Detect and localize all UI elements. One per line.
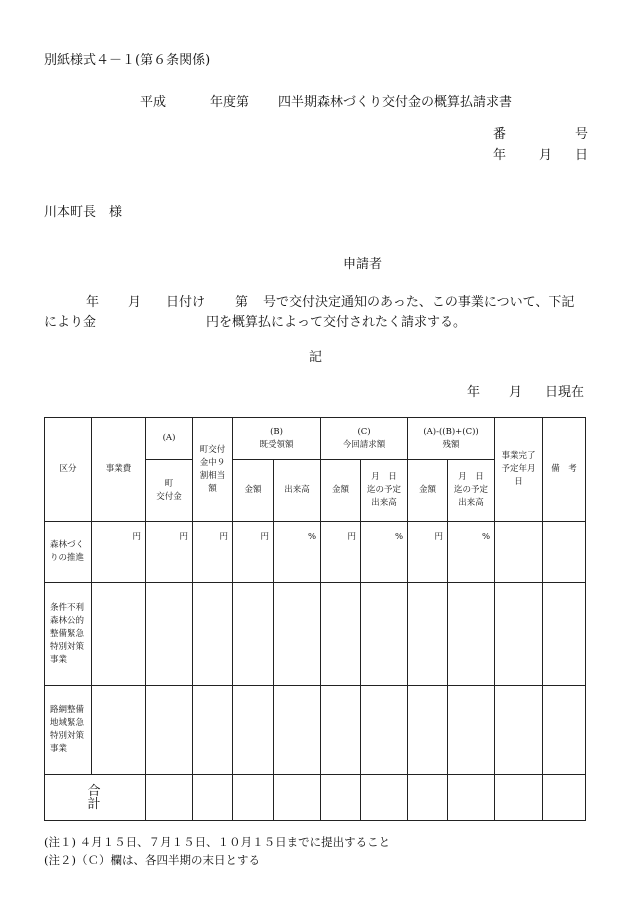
- header-kubun: 区分: [45, 418, 92, 522]
- ki-heading: 記: [309, 350, 323, 365]
- row-label: [45, 583, 92, 686]
- header-b-dekidaka: 出来高: [274, 460, 321, 522]
- doc-date-day: 日: [575, 148, 589, 163]
- as-of-month: 月: [509, 385, 523, 400]
- table-cell: [361, 583, 408, 686]
- table-cell: [543, 686, 586, 775]
- header-b: [233, 418, 321, 460]
- table-cell: [543, 583, 586, 686]
- body-line2-prefix: により金: [44, 315, 97, 330]
- header-remaining-mark: (A)-((B)+(C)): [423, 426, 479, 437]
- header-a-mark: (A): [146, 418, 193, 460]
- table-cell: [408, 686, 448, 775]
- row-label: [45, 522, 92, 583]
- header-rem-monthday: 月 日: [458, 472, 484, 482]
- table-cell: [408, 775, 448, 821]
- header-rem-dekidaka: 出来高: [458, 498, 484, 508]
- doc-number-ban: 番: [493, 127, 507, 142]
- header-town-share: [193, 418, 233, 522]
- unit-percent: %: [361, 522, 408, 583]
- header-c-monthday: 月 日: [371, 472, 397, 482]
- unit-percent: %: [274, 522, 321, 583]
- unit-yen: 円: [193, 522, 233, 583]
- title-era: 平成: [140, 95, 167, 110]
- request-table: [44, 417, 586, 821]
- header-remaining-label: 残額: [442, 439, 460, 450]
- header-c: [321, 418, 408, 460]
- table-cell: [274, 686, 321, 775]
- addressee: 川本町長 様: [44, 205, 123, 220]
- body-day-dated: 日付け: [166, 295, 206, 310]
- header-a-sub-line: 交付金: [156, 491, 182, 502]
- applicant-label: 申請者: [343, 257, 383, 272]
- body-year: 年: [86, 295, 100, 310]
- header-c-dekidaka: 出来高: [371, 498, 397, 508]
- header-completion-line: 日: [514, 477, 523, 487]
- doc-number-go: 号: [575, 127, 589, 142]
- unit-yen: 円: [146, 522, 193, 583]
- header-c-mark: (C): [357, 426, 371, 437]
- table-cell: [146, 686, 193, 775]
- doc-date-year: 年: [493, 148, 507, 163]
- table-cell: [495, 775, 543, 821]
- table-cell: [321, 775, 361, 821]
- title-year-of: 年度第: [210, 95, 250, 110]
- header-c-label: 今回請求額: [342, 439, 386, 450]
- table-cell: [448, 775, 495, 821]
- as-of-year: 年: [467, 385, 481, 400]
- table-cell: [146, 583, 193, 686]
- row-label-line: 条件不利: [50, 602, 85, 613]
- table-cell: [233, 775, 274, 821]
- table-cell: [543, 522, 586, 583]
- row-label-line: りの推進: [50, 553, 85, 563]
- unit-yen: 円: [233, 522, 274, 583]
- unit-percent: %: [448, 522, 495, 583]
- form-number: 別紙様式４－１(第６条関係): [44, 53, 211, 68]
- header-c-planned: [361, 460, 408, 522]
- table-cell: [193, 583, 233, 686]
- total-label: 合 計: [45, 775, 146, 821]
- table-cell: [543, 775, 586, 821]
- table-cell: [193, 686, 233, 775]
- table-cell: [92, 583, 146, 686]
- row-label-line: 事業: [50, 744, 68, 754]
- table-cell: [233, 583, 274, 686]
- header-a-sub: [146, 460, 193, 522]
- table-row: [45, 522, 586, 583]
- table-row: [45, 686, 586, 775]
- table-cell: [408, 583, 448, 686]
- table-cell: [274, 775, 321, 821]
- table-cell: [361, 686, 408, 775]
- row-label-line: 森林づく: [50, 540, 85, 550]
- header-town-share-line: 町交付: [199, 444, 226, 455]
- header-rem-planned: [448, 460, 495, 522]
- row-label-line: 特別対策: [50, 641, 85, 652]
- note-2: (注２)（Ｃ）欄は、各四半期の末日とする: [44, 853, 260, 867]
- header-a-sub-line: 町: [164, 478, 174, 489]
- table-cell: [321, 686, 361, 775]
- header-rem-kingaku: 金額: [408, 460, 448, 522]
- header-b-mark: (B): [270, 426, 283, 437]
- row-label-line: 路網整備: [50, 705, 85, 715]
- header-town-share-line: 割相当: [199, 470, 226, 481]
- total-row: [45, 775, 586, 821]
- header-remaining: [408, 418, 495, 460]
- note-1: (注１) ４月１５日、７月１５日、１０月１５日までに提出すること: [44, 835, 391, 849]
- header-town-share-line: 額: [208, 483, 217, 494]
- header-completion: [495, 418, 543, 522]
- title-name: 四半期森林づくり交付金の概算払請求書: [278, 95, 513, 110]
- table-cell: [495, 522, 543, 583]
- header-remarks: 備 考: [543, 418, 586, 522]
- table-cell: [495, 686, 543, 775]
- as-of-day: 日現在: [545, 385, 585, 400]
- unit-yen: 円: [92, 522, 146, 583]
- header-rem-made-yotei: 迄の予定: [454, 485, 489, 495]
- table-cell: [92, 686, 146, 775]
- row-label-line: 特別対策: [50, 731, 85, 741]
- header-town-share-line: 金中９: [199, 457, 226, 468]
- row-label-line: 地域緊急: [50, 718, 85, 728]
- body-line1-rest: 号で交付決定通知のあった、この事業について、下記: [263, 295, 575, 310]
- table-cell: [448, 583, 495, 686]
- header-b-label: 既受領額: [259, 439, 294, 450]
- body-month: 月: [128, 295, 142, 310]
- row-label-line: 森林公的: [50, 615, 85, 626]
- header-completion-line: 予定年月: [501, 464, 536, 474]
- row-label-line: 整備緊急: [50, 628, 85, 639]
- table-row: [45, 583, 586, 686]
- header-b-kingaku: 金額: [233, 460, 274, 522]
- body-dai: 第: [235, 295, 249, 310]
- header-c-made-yotei: 迄の予定: [367, 485, 402, 495]
- table-cell: [193, 775, 233, 821]
- doc-date-month: 月: [539, 148, 553, 163]
- table-cell: [233, 686, 274, 775]
- table-cell: [321, 583, 361, 686]
- row-label: [45, 686, 92, 775]
- table-cell: [448, 686, 495, 775]
- row-label-line: 事業: [50, 654, 68, 665]
- unit-yen: 円: [408, 522, 448, 583]
- unit-yen: 円: [321, 522, 361, 583]
- header-jigyohi: 事業費: [92, 418, 146, 522]
- table-cell: [495, 583, 543, 686]
- header-completion-line: 事業完了: [501, 451, 536, 461]
- header-c-kingaku: 金額: [321, 460, 361, 522]
- table-cell: [274, 583, 321, 686]
- body-line2-rest: 円を概算払によって交付されたく請求する。: [206, 315, 467, 330]
- table-cell: [361, 775, 408, 821]
